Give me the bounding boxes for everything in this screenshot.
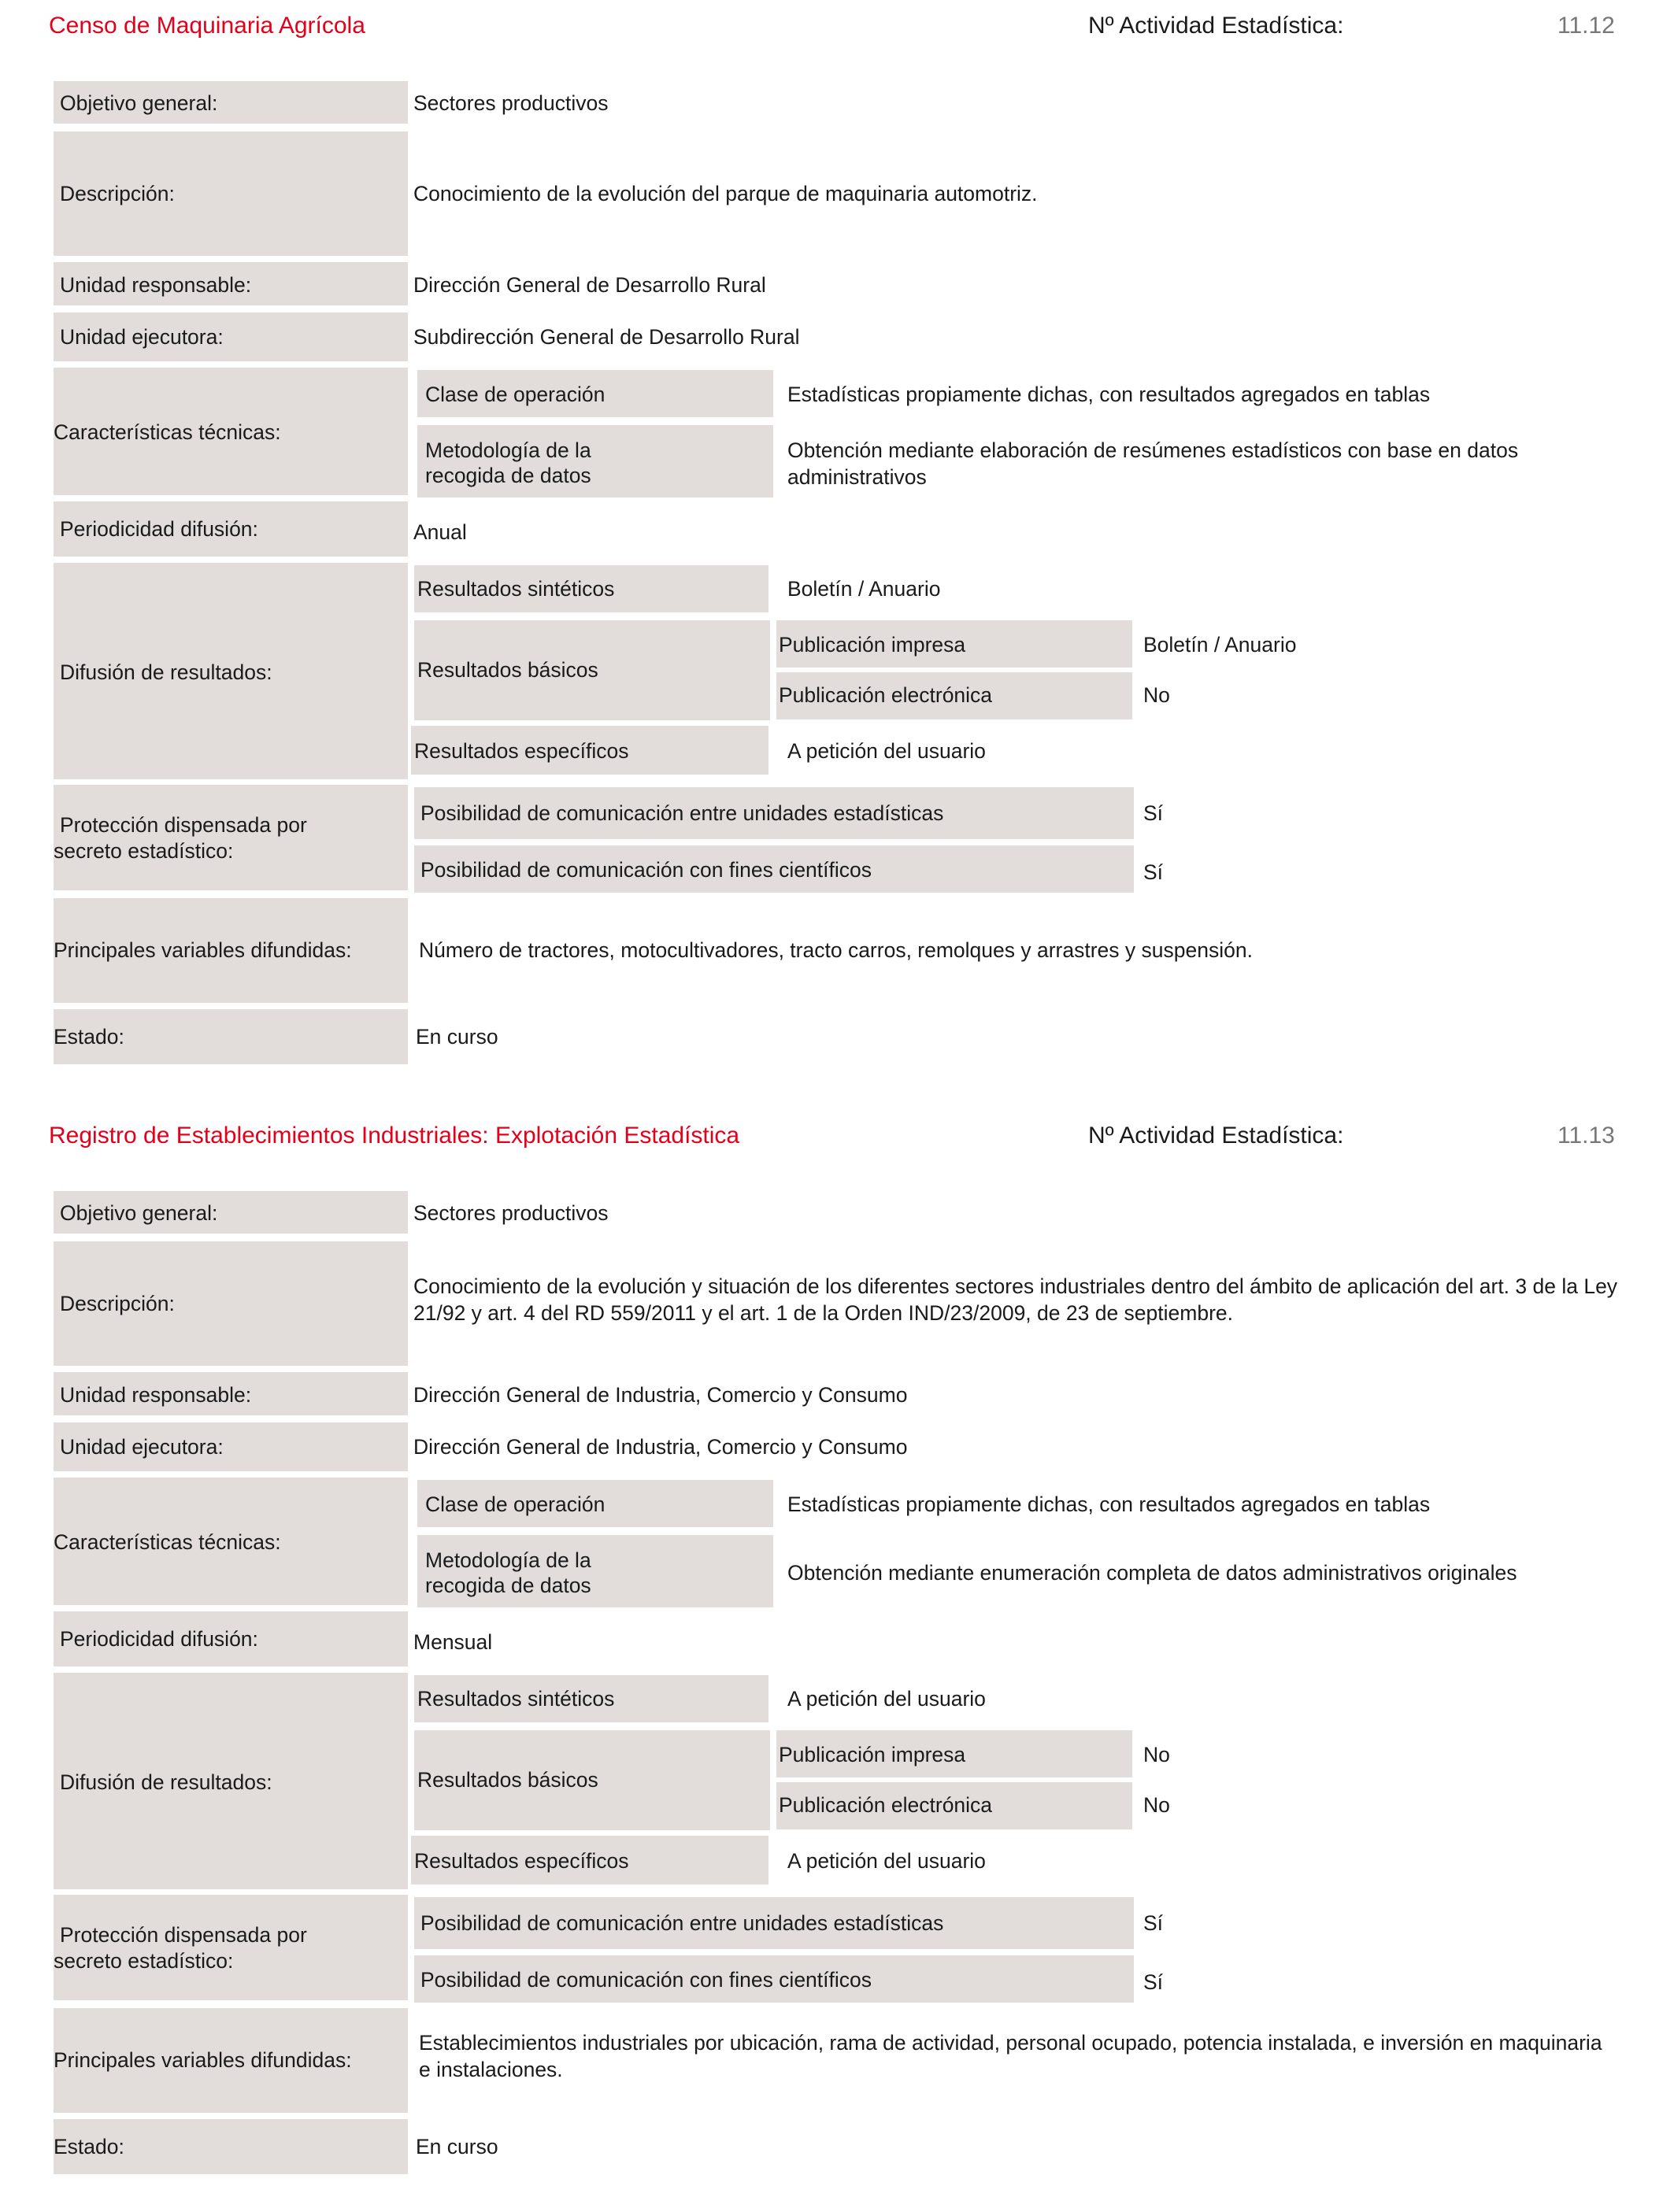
sinteticos-value: Boletín / Anuario: [787, 577, 941, 601]
activity-number: 11.13: [1557, 1123, 1615, 1149]
activity-number-label: Nº Actividad Estadística:: [1088, 13, 1344, 39]
variables-value: Establecimientos industriales por ubicación, rama de actividad, personal ocupado, potencia instalada, e inversión en maquinaria e instalaciones.: [419, 2031, 1602, 2081]
unidad-responsable-label: Unidad responsable:: [60, 1383, 252, 1407]
variables-label: Principales variables difundidas:: [54, 2048, 352, 2072]
com-unidades-value: Sí: [1143, 801, 1164, 825]
estado-value: En curso: [416, 2135, 498, 2158]
caracteristicas-label: Características técnicas:: [54, 420, 281, 444]
unidad-responsable-label: Unidad responsable:: [60, 273, 252, 297]
metodologia-label-line1: Metodología de la: [425, 438, 591, 462]
objetivo-value: Sectores productivos: [413, 1201, 609, 1225]
descripcion-label: Descripción:: [60, 182, 175, 205]
com-unidades-label: Posibilidad de comunicación entre unidades estadísticas: [420, 1911, 944, 1935]
activity-section: [0, 0, 1674, 1102]
clase-operacion-value: Estadísticas propiamente dichas, con resultados agregados en tablas: [787, 1493, 1431, 1516]
unidad-ejecutora-value: Dirección General de Industria, Comercio y Consumo: [413, 1435, 908, 1459]
unidad-responsable-value: Dirección General de Desarrollo Rural: [413, 273, 766, 297]
basicos-label: Resultados básicos: [417, 658, 598, 682]
com-cientificos-value: Sí: [1143, 860, 1164, 884]
metodologia-value: Obtención mediante elaboración de resúmenes estadísticos con base en datos administrativos: [787, 438, 1519, 489]
objetivo-label: Objetivo general:: [60, 91, 218, 115]
com-cientificos-label: Posibilidad de comunicación con fines científicos: [420, 1968, 872, 1992]
pub-electronica-label: Publicación electrónica: [779, 683, 993, 707]
com-cientificos-value: Sí: [1143, 1970, 1164, 1994]
proteccion-label-line2: secreto estadístico:: [54, 1949, 234, 1973]
especificos-value: A petición del usuario: [787, 739, 986, 763]
descripcion-value: Conocimiento de la evolución del parque de maquinaria automotriz.: [413, 182, 1038, 205]
difusion-label: Difusión de resultados:: [60, 660, 272, 684]
especificos-label: Resultados específicos: [414, 739, 629, 763]
activity-title: Registro de Establecimientos Industriales: Explotación Estadística: [49, 1123, 740, 1149]
pub-electronica-value: No: [1143, 683, 1170, 707]
com-unidades-label: Posibilidad de comunicación entre unidades estadísticas: [420, 801, 944, 825]
metodologia-label-line1: Metodología de la: [425, 1548, 591, 1572]
unidad-responsable-value: Dirección General de Industria, Comercio y Consumo: [413, 1383, 908, 1407]
periodicidad-label: Periodicidad difusión:: [60, 1627, 258, 1651]
periodicidad-label: Periodicidad difusión:: [60, 517, 258, 541]
especificos-value: A petición del usuario: [787, 1849, 986, 1873]
pub-impresa-value: No: [1143, 1743, 1170, 1766]
metodologia-label-line2: recogida de datos: [425, 464, 591, 487]
proteccion-label-line1: Protección dispensada por: [60, 813, 307, 837]
objetivo-value: Sectores productivos: [413, 91, 609, 115]
metodologia-value: Obtención mediante enumeración completa de datos administrativos originales: [787, 1561, 1517, 1585]
descripcion-value: Conocimiento de la evolución y situación de los diferentes sectores industriales dentro del ámbito de aplicación del art. 3 de la Ley 21/92 y art. 4 del RD 559/2011 y el art. 1 de la Orden IND/23/2009, de 23 de septiembre.: [413, 1274, 1618, 1325]
unidad-ejecutora-label: Unidad ejecutora:: [60, 325, 224, 349]
proteccion-label-line1: Protección dispensada por: [60, 1923, 307, 1947]
periodicidad-value: Anual: [413, 520, 467, 544]
pub-impresa-value: Boletín / Anuario: [1143, 633, 1297, 657]
variables-label: Principales variables difundidas:: [54, 938, 352, 962]
pub-electronica-label: Publicación electrónica: [779, 1793, 993, 1817]
periodicidad-value: Mensual: [413, 1630, 493, 1654]
unidad-ejecutora-value: Subdirección General de Desarrollo Rural: [413, 325, 800, 349]
sinteticos-label: Resultados sintéticos: [417, 1687, 615, 1711]
clase-operacion-label: Clase de operación: [425, 383, 606, 406]
difusion-label: Difusión de resultados:: [60, 1770, 272, 1794]
basicos-label: Resultados básicos: [417, 1768, 598, 1792]
objetivo-label: Objetivo general:: [60, 1201, 218, 1225]
com-cientificos-label: Posibilidad de comunicación con fines científicos: [420, 858, 872, 882]
pub-impresa-label: Publicación impresa: [779, 1743, 966, 1766]
activity-number-label: Nº Actividad Estadística:: [1088, 1123, 1344, 1149]
com-unidades-value: Sí: [1143, 1911, 1164, 1935]
activity-title: Censo de Maquinaria Agrícola: [49, 13, 365, 39]
clase-operacion-label: Clase de operación: [425, 1493, 606, 1516]
activity-number: 11.12: [1557, 13, 1615, 39]
pub-electronica-value: No: [1143, 1793, 1170, 1817]
estado-label: Estado:: [54, 1025, 124, 1049]
proteccion-label-line2: secreto estadístico:: [54, 839, 234, 863]
clase-operacion-value: Estadísticas propiamente dichas, con resultados agregados en tablas: [787, 383, 1431, 406]
estado-value: En curso: [416, 1025, 498, 1049]
pub-impresa-label: Publicación impresa: [779, 633, 966, 657]
estado-label: Estado:: [54, 2135, 124, 2158]
caracteristicas-label: Características técnicas:: [54, 1530, 281, 1554]
descripcion-label: Descripción:: [60, 1292, 175, 1315]
activity-section: [0, 1110, 1674, 2212]
especificos-label: Resultados específicos: [414, 1849, 629, 1873]
variables-value: Número de tractores, motocultivadores, tracto carros, remolques y arrastres y suspensión.: [419, 938, 1253, 962]
unidad-ejecutora-label: Unidad ejecutora:: [60, 1435, 224, 1459]
sinteticos-label: Resultados sintéticos: [417, 577, 615, 601]
metodologia-label-line2: recogida de datos: [425, 1574, 591, 1597]
sinteticos-value: A petición del usuario: [787, 1687, 986, 1711]
